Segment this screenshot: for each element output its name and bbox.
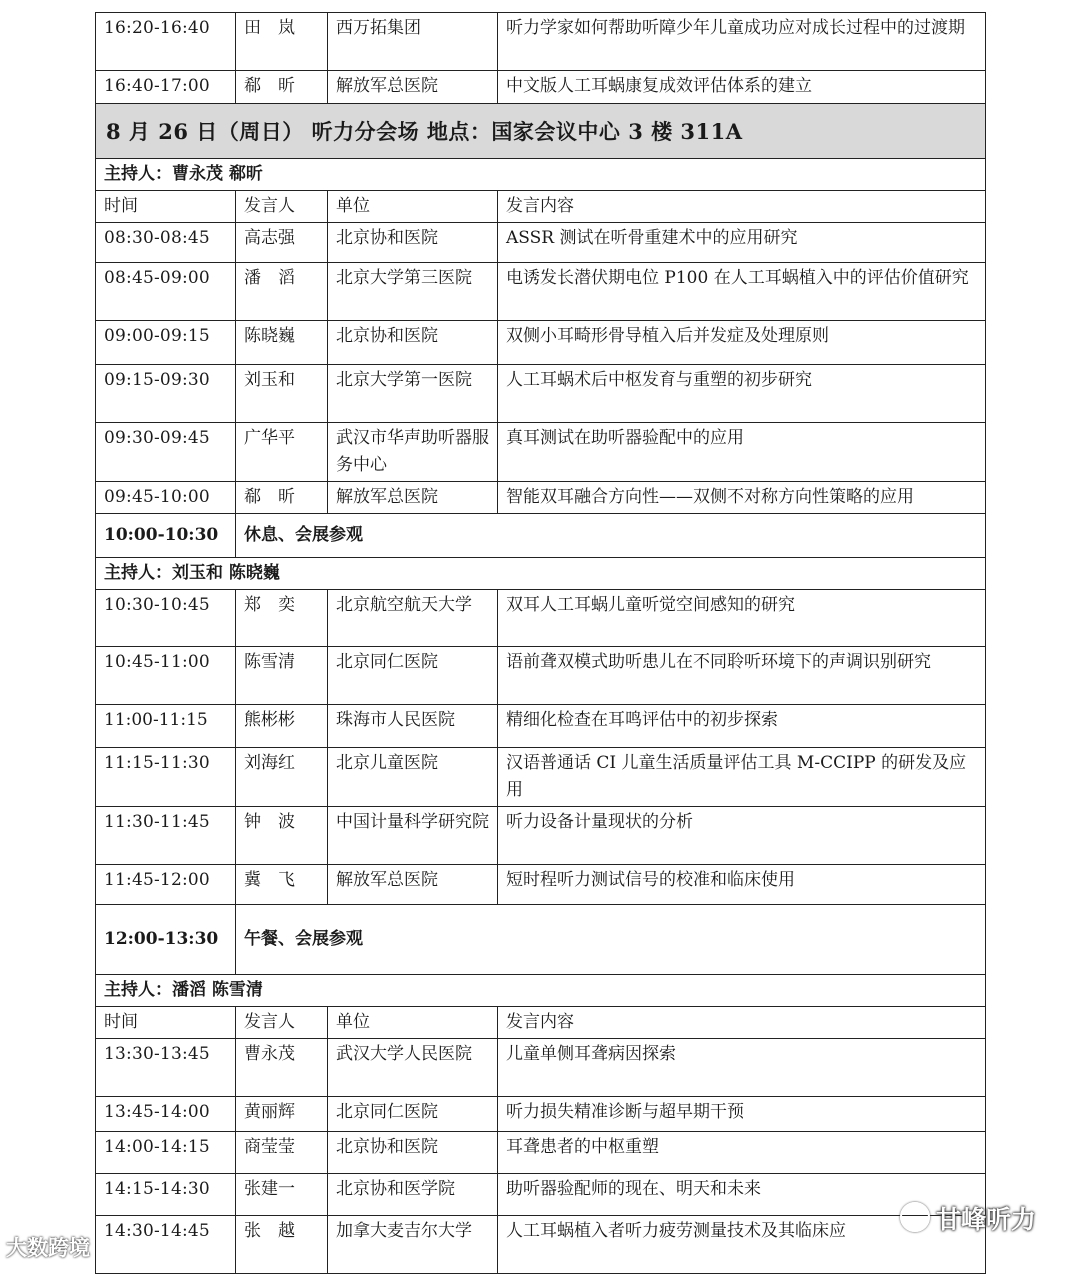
host-label: 主持人：曹永茂 郗昕 <box>96 159 986 191</box>
topic-cell: 精细化检查在耳鸣评估中的初步探索 <box>498 705 986 748</box>
org-cell: 解放军总医院 <box>328 865 498 905</box>
table-row <box>96 1132 986 1174</box>
break-row <box>96 514 986 558</box>
speaker-cell: 刘玉和 <box>236 365 328 423</box>
time-cell: 14:00-14:15 <box>96 1132 236 1174</box>
col-time: 时间 <box>96 191 236 223</box>
host-label: 主持人：潘滔 陈雪清 <box>96 975 986 1007</box>
speaker-cell: 广华平 <box>236 423 328 482</box>
topic-cell: 真耳测试在助听器验配中的应用 <box>498 423 986 482</box>
time-cell: 11:45-12:00 <box>96 865 236 905</box>
org-cell: 解放军总医院 <box>328 482 498 514</box>
org-cell: 西万拓集团 <box>328 13 498 71</box>
watermark-right <box>900 1200 1036 1236</box>
speaker-cell: 潘 滔 <box>236 263 328 321</box>
host-row <box>96 159 986 191</box>
col-topic: 发言内容 <box>498 1007 986 1039</box>
topic-cell: 听力设备计量现状的分析 <box>498 807 986 865</box>
table-row <box>96 1174 986 1216</box>
speaker-cell: 田 岚 <box>236 13 328 71</box>
speaker-cell: 曹永茂 <box>236 1039 328 1097</box>
time-cell: 10:45-11:00 <box>96 647 236 705</box>
day-header-row <box>96 104 986 159</box>
org-cell: 武汉大学人民医院 <box>328 1039 498 1097</box>
table-row <box>96 705 986 748</box>
speaker-cell: 郗 昕 <box>236 71 328 104</box>
col-speaker: 发言人 <box>236 191 328 223</box>
speaker-cell: 郗 昕 <box>236 482 328 514</box>
host-row <box>96 558 986 590</box>
table-row <box>96 1216 986 1274</box>
topic-cell: ASSR 测试在听骨重建术中的应用研究 <box>498 223 986 263</box>
table-row <box>96 1097 986 1132</box>
time-cell: 14:30-14:45 <box>96 1216 236 1274</box>
org-cell: 北京同仁医院 <box>328 1097 498 1132</box>
table-row <box>96 1039 986 1097</box>
org-cell: 北京大学第一医院 <box>328 365 498 423</box>
org-cell: 加拿大麦吉尔大学 <box>328 1216 498 1274</box>
col-topic: 发言内容 <box>498 191 986 223</box>
table-row <box>96 365 986 423</box>
time-cell: 16:20-16:40 <box>96 13 236 71</box>
time-cell: 11:00-11:15 <box>96 705 236 748</box>
speaker-cell: 冀 飞 <box>236 865 328 905</box>
table-row <box>96 71 986 104</box>
col-org: 单位 <box>328 191 498 223</box>
org-cell: 武汉市华声助听器服务中心 <box>328 423 498 482</box>
break-time: 10:00-10:30 <box>96 514 236 558</box>
topic-cell: 短时程听力测试信号的校准和临床使用 <box>498 865 986 905</box>
break-row <box>96 905 986 975</box>
speaker-cell: 陈晓巍 <box>236 321 328 365</box>
topic-cell: 助听器验配师的现在、明天和未来 <box>498 1174 986 1216</box>
table-row <box>96 223 986 263</box>
org-cell: 北京航空航天大学 <box>328 590 498 647</box>
time-cell: 10:30-10:45 <box>96 590 236 647</box>
break-label: 休息、会展参观 <box>236 514 986 558</box>
time-cell: 08:30-08:45 <box>96 223 236 263</box>
host-label: 主持人：刘玉和 陈晓巍 <box>96 558 986 590</box>
time-cell: 09:30-09:45 <box>96 423 236 482</box>
org-cell: 北京协和医院 <box>328 321 498 365</box>
time-cell: 09:15-09:30 <box>96 365 236 423</box>
break-time: 12:00-13:30 <box>96 905 236 975</box>
table-row <box>96 748 986 807</box>
schedule-table <box>95 12 986 1274</box>
host-row <box>96 975 986 1007</box>
break-label: 午餐、会展参观 <box>236 905 986 975</box>
org-cell: 北京同仁医院 <box>328 647 498 705</box>
col-org: 单位 <box>328 1007 498 1039</box>
topic-cell: 语前聋双模式助听患儿在不同聆听环境下的声调识别研究 <box>498 647 986 705</box>
wechat-logo-icon <box>900 1202 930 1232</box>
table-row <box>96 807 986 865</box>
speaker-cell: 刘海红 <box>236 748 328 807</box>
table-row <box>96 321 986 365</box>
topic-cell: 双耳人工耳蜗儿童听觉空间感知的研究 <box>498 590 986 647</box>
column-header-row <box>96 1007 986 1039</box>
column-header-row <box>96 191 986 223</box>
time-cell: 14:15-14:30 <box>96 1174 236 1216</box>
time-cell: 08:45-09:00 <box>96 263 236 321</box>
speaker-cell: 钟 波 <box>236 807 328 865</box>
table-row <box>96 590 986 647</box>
topic-cell: 双侧小耳畸形骨导植入后并发症及处理原则 <box>498 321 986 365</box>
topic-cell: 汉语普通话 CI 儿童生活质量评估工具 M-CCIPP 的研发及应用 <box>498 748 986 807</box>
topic-cell: 人工耳蜗植入者听力疲劳测量技术及其临床应 <box>498 1216 986 1274</box>
watermark-right-label: 甘峰听力 <box>936 1205 1037 1234</box>
time-cell: 09:00-09:15 <box>96 321 236 365</box>
org-cell: 北京儿童医院 <box>328 748 498 807</box>
topic-cell: 人工耳蜗术后中枢发育与重塑的初步研究 <box>498 365 986 423</box>
topic-cell: 电诱发长潜伏期电位 P100 在人工耳蜗植入中的评估价值研究 <box>498 263 986 321</box>
speaker-cell: 熊彬彬 <box>236 705 328 748</box>
speaker-cell: 高志强 <box>236 223 328 263</box>
speaker-cell: 陈雪清 <box>236 647 328 705</box>
speaker-cell: 商莹莹 <box>236 1132 328 1174</box>
speaker-cell: 黄丽辉 <box>236 1097 328 1132</box>
org-cell: 北京协和医院 <box>328 223 498 263</box>
col-speaker: 发言人 <box>236 1007 328 1039</box>
topic-cell: 听力学家如何帮助听障少年儿童成功应对成长过程中的过渡期 <box>498 13 986 71</box>
org-cell: 解放军总医院 <box>328 71 498 104</box>
topic-cell: 儿童单侧耳聋病因探索 <box>498 1039 986 1097</box>
org-cell: 中国计量科学研究院 <box>328 807 498 865</box>
org-cell: 珠海市人民医院 <box>328 705 498 748</box>
time-cell: 13:45-14:00 <box>96 1097 236 1132</box>
speaker-cell: 张建一 <box>236 1174 328 1216</box>
speaker-cell: 郑 奕 <box>236 590 328 647</box>
time-cell: 16:40-17:00 <box>96 71 236 104</box>
topic-cell: 中文版人工耳蜗康复成效评估体系的建立 <box>498 71 986 104</box>
topic-cell: 听力损失精准诊断与超早期干预 <box>498 1097 986 1132</box>
time-cell: 13:30-13:45 <box>96 1039 236 1097</box>
table-row <box>96 263 986 321</box>
table-row <box>96 423 986 482</box>
speaker-cell: 张 越 <box>236 1216 328 1274</box>
org-cell: 北京协和医院 <box>328 1132 498 1174</box>
table-row <box>96 647 986 705</box>
time-cell: 11:30-11:45 <box>96 807 236 865</box>
time-cell: 11:15-11:30 <box>96 748 236 807</box>
day-header: 8 月 26 日（周日） 听力分会场 地点：国家会议中心 3 楼 311A <box>96 104 986 159</box>
watermark-left: 大数跨境 <box>6 1236 90 1260</box>
org-cell: 北京协和医学院 <box>328 1174 498 1216</box>
table-row <box>96 482 986 514</box>
table-row <box>96 13 986 71</box>
time-cell: 09:45-10:00 <box>96 482 236 514</box>
table-row <box>96 865 986 905</box>
col-time: 时间 <box>96 1007 236 1039</box>
topic-cell: 耳聋患者的中枢重塑 <box>498 1132 986 1174</box>
topic-cell: 智能双耳融合方向性——双侧不对称方向性策略的应用 <box>498 482 986 514</box>
org-cell: 北京大学第三医院 <box>328 263 498 321</box>
